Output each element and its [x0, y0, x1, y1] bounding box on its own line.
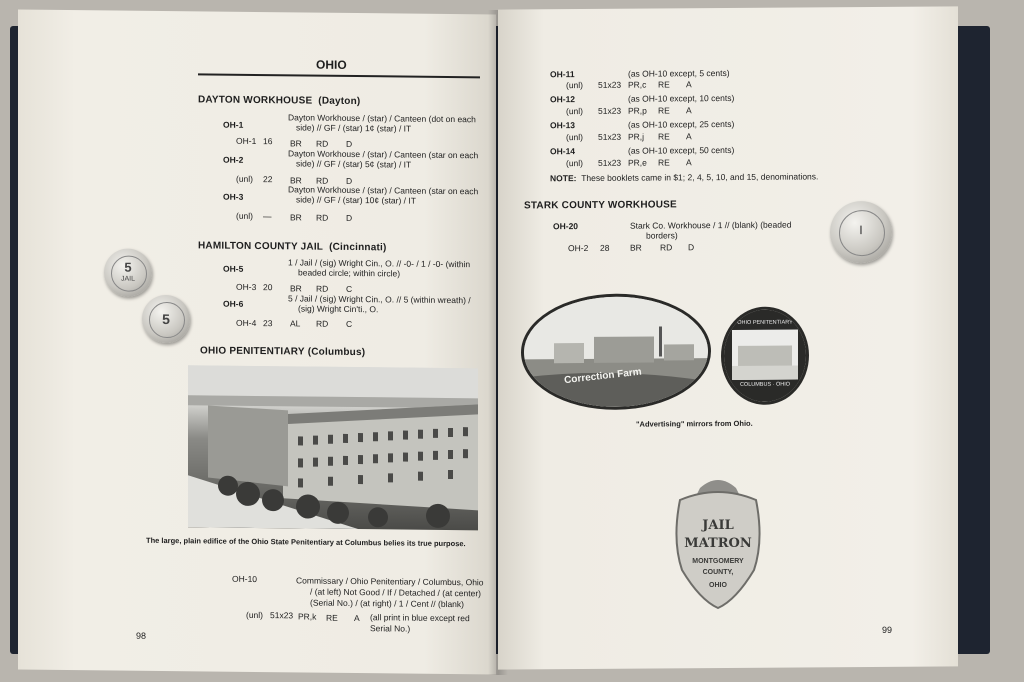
entry-number: 20 — [263, 282, 273, 293]
entry-field: A — [686, 79, 692, 90]
entry-desc: beaded circle; within circle) — [298, 267, 401, 279]
penitentiary-photo — [188, 365, 478, 530]
jail-token-obverse-image: 5 JAIL — [104, 248, 152, 297]
entry-field: PR,j — [628, 131, 645, 142]
entry-desc: (as OH-10 except, 5 cents) — [628, 67, 730, 79]
entry-field: A — [354, 613, 360, 624]
entry-desc: 1 / Jail / (sig) Wright Cin., O. // -0- / 1 / -0- (within — [288, 257, 471, 270]
entry-field: BR — [290, 283, 302, 294]
photo-caption: The large, plain edifice of the Ohio State Penitentiary at Columbus belies its true purpose. — [146, 535, 466, 549]
entry-field: BR — [290, 175, 302, 186]
entry-code: OH-6 — [223, 298, 244, 309]
entry-field: RE — [326, 612, 338, 623]
entry-field: RE — [658, 157, 670, 168]
entry-desc: side) // GF / (star) 1¢ (star) / IT — [296, 122, 412, 134]
entry-desc: / (at left) Not Good / If / Detached / (at center) — [310, 586, 482, 599]
entry-ref: OH-1 — [236, 135, 257, 146]
entry-field: RE — [658, 105, 670, 116]
section-heading-dayton: DAYTON WORKHOUSE (Dayton) — [198, 94, 361, 108]
entry-code: OH-20 — [553, 221, 579, 232]
entry-code: OH-13 — [550, 120, 576, 131]
entry-ref: OH-2 — [568, 242, 589, 254]
entry-desc: (as OH-10 except, 10 cents) — [628, 92, 735, 104]
entry-field: BR — [290, 212, 302, 223]
entry-desc: side) // GF / (star) 5¢ (star) / IT — [296, 158, 412, 170]
ohio-penitentiary-mirror-image: OHIO PENITENTIARY COLUMBUS · OHIO — [724, 309, 806, 402]
entry-number: 23 — [263, 318, 273, 329]
section-heading-stark: STARK COUNTY WORKHOUSE — [524, 199, 677, 212]
entry-ref: (unl) — [566, 158, 584, 169]
entry-field: PR,e — [628, 157, 647, 168]
entry-desc: (sig) Wright Cin'ti., O. — [298, 303, 379, 315]
entry-desc: (as OH-10 except, 50 cents) — [628, 144, 735, 156]
entry-desc: Dayton Workhouse / (star) / Canteen (star on each — [288, 184, 479, 197]
entry-field: A — [686, 131, 692, 142]
entry-field: D — [346, 175, 353, 186]
entry-desc: Commissary / Ohio Penitentiary / Columbus, Ohio — [296, 575, 484, 588]
entry-desc: (Serial No.) / (at right) / 1 / Cent // (blank) — [310, 597, 464, 610]
entry-code: OH-10 — [232, 573, 258, 585]
note: NOTE: These booklets came in $1; 2, 4, 5, 10, and 15, denominations. — [550, 171, 819, 184]
entry-desc: borders) — [646, 230, 678, 241]
entry-size: 51x23 — [598, 105, 622, 116]
entry-field: A — [686, 157, 692, 168]
entry-size: 51x23 — [598, 157, 622, 168]
section-heading-penitentiary: OHIO PENITENTIARY (Columbus) — [200, 345, 366, 359]
entry-field: AL — [290, 318, 301, 329]
entry-desc: 5 / Jail / (sig) Wright Cin., O. // 5 (within wreath) / — [288, 293, 471, 306]
entry-field: PR,c — [628, 79, 647, 90]
entry-code: OH-3 — [223, 191, 244, 202]
entry-number: 16 — [263, 136, 273, 147]
entry-desc: side) // GF / (star) 10¢ (star) / IT — [296, 194, 416, 206]
entry-field: RD — [316, 138, 329, 149]
entry-ref: OH-4 — [236, 317, 257, 328]
entry-ref: (unl) — [566, 80, 584, 91]
entry-code: OH-12 — [550, 94, 576, 105]
page-number-left: 98 — [136, 630, 147, 641]
entry-field: PR,k — [298, 611, 317, 622]
entry-number: 28 — [600, 242, 610, 253]
entry-field: RD — [316, 175, 329, 186]
entry-field: RE — [658, 131, 670, 142]
entry-size: 51x23 — [598, 79, 622, 90]
entry-code: OH-5 — [223, 263, 244, 274]
entry-desc: Dayton Workhouse / (star) / Canteen (star on each — [288, 148, 479, 161]
entry-size: 51x23 — [598, 131, 622, 142]
section-heading-hamilton: HAMILTON COUNTY JAIL (Cincinnati) — [198, 240, 387, 254]
left-page — [18, 9, 496, 674]
entry-code: OH-14 — [550, 146, 576, 157]
entry-code: OH-1 — [223, 119, 244, 130]
jail-matron-badge-image: JAIL MATRON MONTGOMERY COUNTY, OHIO — [670, 470, 766, 610]
entry-field: PR,p — [628, 105, 647, 116]
entry-field: A — [686, 105, 692, 116]
entry-code: OH-2 — [223, 154, 244, 165]
entry-ref: OH-3 — [236, 281, 257, 292]
correction-farm-mirror-image: Correction Farm — [524, 296, 708, 407]
entry-desc: Stark Co. Workhouse / 1 // (blank) (beaded — [630, 219, 792, 231]
entry-number: — — [263, 211, 272, 222]
title-rule — [198, 73, 480, 77]
entry-number: 22 — [263, 174, 273, 185]
entry-size: 51x23 — [270, 610, 294, 621]
entry-ref: (unl) — [246, 609, 264, 621]
entry-field: RD — [660, 242, 673, 253]
entry-ref: (unl) — [566, 106, 584, 117]
stark-token-image: ı — [830, 201, 892, 263]
entry-field: BR — [290, 138, 302, 149]
entry-field: D — [688, 242, 695, 253]
entry-field: RD — [316, 212, 329, 223]
entry-ref: (unl) — [566, 132, 584, 143]
entry-code: OH-11 — [550, 69, 575, 80]
entry-field: D — [346, 212, 353, 223]
entry-desc: Dayton Workhouse / (star) / Canteen (dot on each — [288, 112, 476, 125]
entry-field: BR — [630, 242, 642, 253]
entry-field: D — [346, 138, 353, 149]
jail-token-reverse-image: 5 — [142, 295, 190, 344]
entry-field: RD — [316, 318, 329, 329]
entry-field: C — [346, 318, 353, 329]
entry-field: C — [346, 283, 353, 294]
entry-note: Serial No.) — [370, 623, 411, 634]
mirror-caption: "Advertising" mirrors from Ohio. — [636, 418, 753, 429]
page-title: OHIO — [316, 57, 347, 72]
entry-note: (all print in blue except red — [370, 612, 470, 624]
page-number-right: 99 — [882, 624, 893, 635]
entry-field: RE — [658, 79, 670, 90]
entry-desc: (as OH-10 except, 25 cents) — [628, 118, 735, 130]
entry-ref: (unl) — [236, 210, 254, 221]
entry-field: RD — [316, 283, 329, 294]
entry-ref: (unl) — [236, 173, 254, 184]
